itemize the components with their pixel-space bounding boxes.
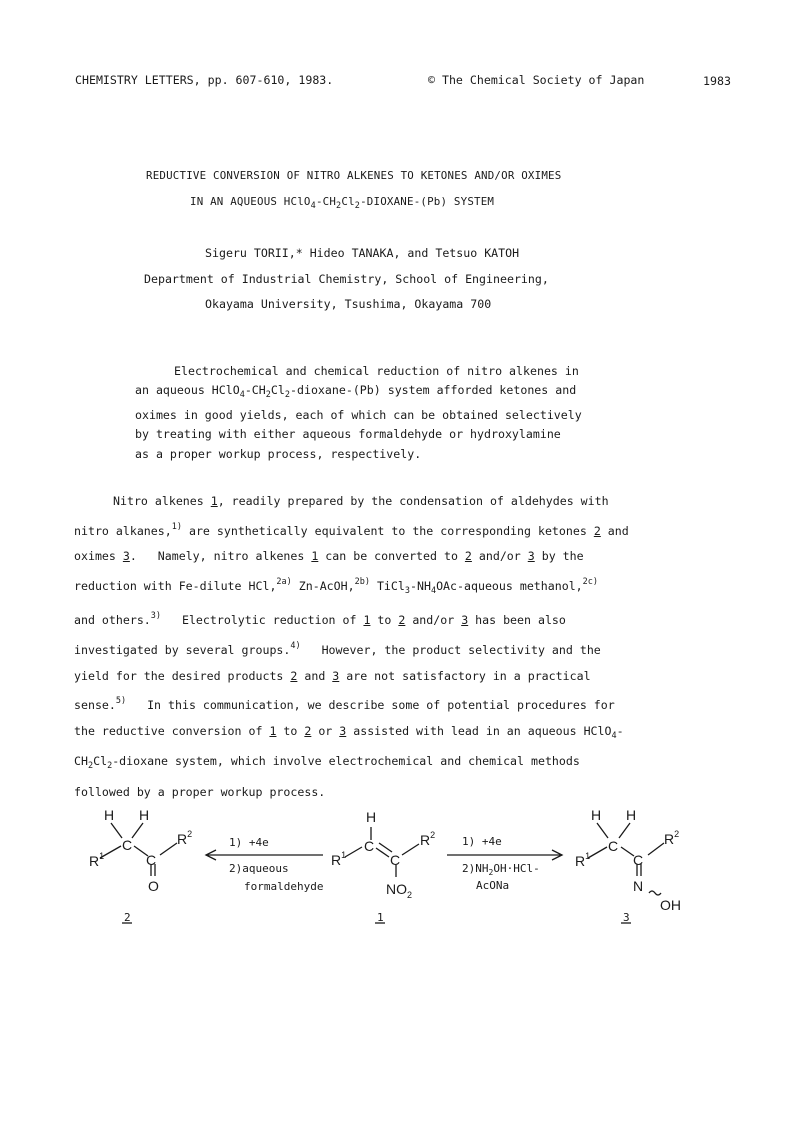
body-line: nitro alkanes,$^{1)}$ are synthetically equivalent to the corresponding ketones 2 and	[74, 521, 629, 538]
body-paragraph	[74, 489, 724, 806]
abstract-line: Electrochemical and chemical reduction of nitro alkenes in	[174, 364, 579, 378]
nitro-group-label: $NO_2$	[386, 881, 413, 900]
atom-label: H	[591, 807, 602, 823]
atom-label: N	[633, 878, 644, 894]
atom-label: C	[633, 852, 644, 868]
body-line: sense.$^{5)}$ In this communication, we describe some of potential procedures for	[74, 696, 615, 713]
copyright-notice: © The Chemical Society of Japan	[428, 73, 645, 87]
body-line: $CH_2Cl_2$-dioxane system, which involve electrochemical and chemical methods	[74, 754, 580, 772]
left-arrow-step-2: 2)aqueous	[229, 862, 289, 875]
substituent-label: $R^1$	[575, 851, 591, 869]
atom-label: OH	[660, 897, 681, 913]
compound-number-3: 3	[623, 911, 630, 924]
paper-title-line-2: IN AN AQUEOUS $HClO_4-CH_2Cl_2-DIOXANE-(Pb)$ SYSTEM	[190, 195, 495, 211]
substituent-label: $R^2$	[664, 829, 680, 847]
journal-citation: CHEMISTRY LETTERS, pp. 607-610, 1983.	[75, 73, 334, 87]
header-year: 1983	[703, 74, 731, 88]
atom-label: H	[139, 807, 150, 823]
body-line: investigated by several groups.$^{4)}$ However, the product selectivity and the	[74, 640, 601, 657]
substituent-label: $R^1$	[331, 850, 347, 868]
body-line: reduction with Fe-dilute HCl,$^{2a)}$ Zn-AcOH,$^{2b)}$ $TiCl_3-NH_4OAc$-aqueous methanol,$^{2c)}$	[74, 576, 599, 596]
body-line: the reductive conversion of 1 to 2 or 3 assisted with lead in an aqueous HClO$_4$-	[74, 723, 624, 741]
body-line: yield for the desired products 2 and 3 are not satisfactory in a practical	[74, 668, 591, 683]
reaction-scheme	[0, 790, 793, 940]
right-arrow-step-3: AcONa	[476, 879, 510, 892]
substituent-label: $R^2$	[420, 830, 436, 848]
atom-label: C	[364, 838, 375, 854]
right-arrow-step-1: 1) +4e	[462, 835, 502, 848]
atom-label: C	[390, 852, 401, 868]
abstract-line: oximes in good yields, each of which can be obtained selectively	[135, 407, 582, 422]
body-line: Nitro alkenes 1, readily prepared by the condensation of aldehydes with	[113, 494, 609, 508]
author-list: Sigeru TORII,* Hideo TANAKA, and Tetsuo KATOH	[205, 246, 520, 260]
atom-label: O	[148, 878, 159, 894]
left-arrow-step-1: 1) +4e	[229, 836, 269, 849]
atom-label: H	[104, 807, 115, 823]
substituent-label: $R^1$	[89, 851, 105, 869]
abstract-line: by treating with either aqueous formaldehyde or hydroxylamine	[135, 427, 561, 442]
left-arrow-step-3: formaldehyde	[244, 880, 324, 893]
affiliation-line-2: Okayama University, Tsushima, Okayama 700	[205, 297, 492, 311]
body-line: followed by a proper workup process.	[74, 784, 326, 799]
paper-title-line-1: REDUCTIVE CONVERSION OF NITRO ALKENES TO KETONES AND/OR OXIMES	[146, 169, 562, 182]
body-line: and others.$^{3)}$ Electrolytic reduction of 1 to 2 and/or 3 has been also	[74, 611, 566, 628]
atom-label: H	[366, 809, 377, 825]
right-arrow-step-2: $2)NH_2OH\cdot HCl-$	[462, 862, 540, 877]
abstract	[135, 362, 655, 464]
abstract-line: as a proper workup process, respectively.	[135, 446, 422, 461]
substituent-label: $R^2$	[177, 829, 193, 847]
body-line: oximes 3. Namely, nitro alkenes 1 can be converted to 2 and/or 3 by the	[74, 549, 584, 564]
atom-label: H	[626, 807, 637, 823]
atom-label: C	[122, 837, 133, 853]
abstract-line: an aqueous $HClO_4-CH_2Cl_2-dioxane-(Pb)$ system afforded ketones and	[135, 383, 577, 401]
atom-label: C	[608, 838, 619, 854]
atom-label: C	[146, 852, 157, 868]
compound-number-1: 1	[377, 911, 384, 924]
compound-number-2: 2	[124, 911, 131, 924]
affiliation-line-1: Department of Industrial Chemistry, School of Engineering,	[144, 272, 549, 286]
